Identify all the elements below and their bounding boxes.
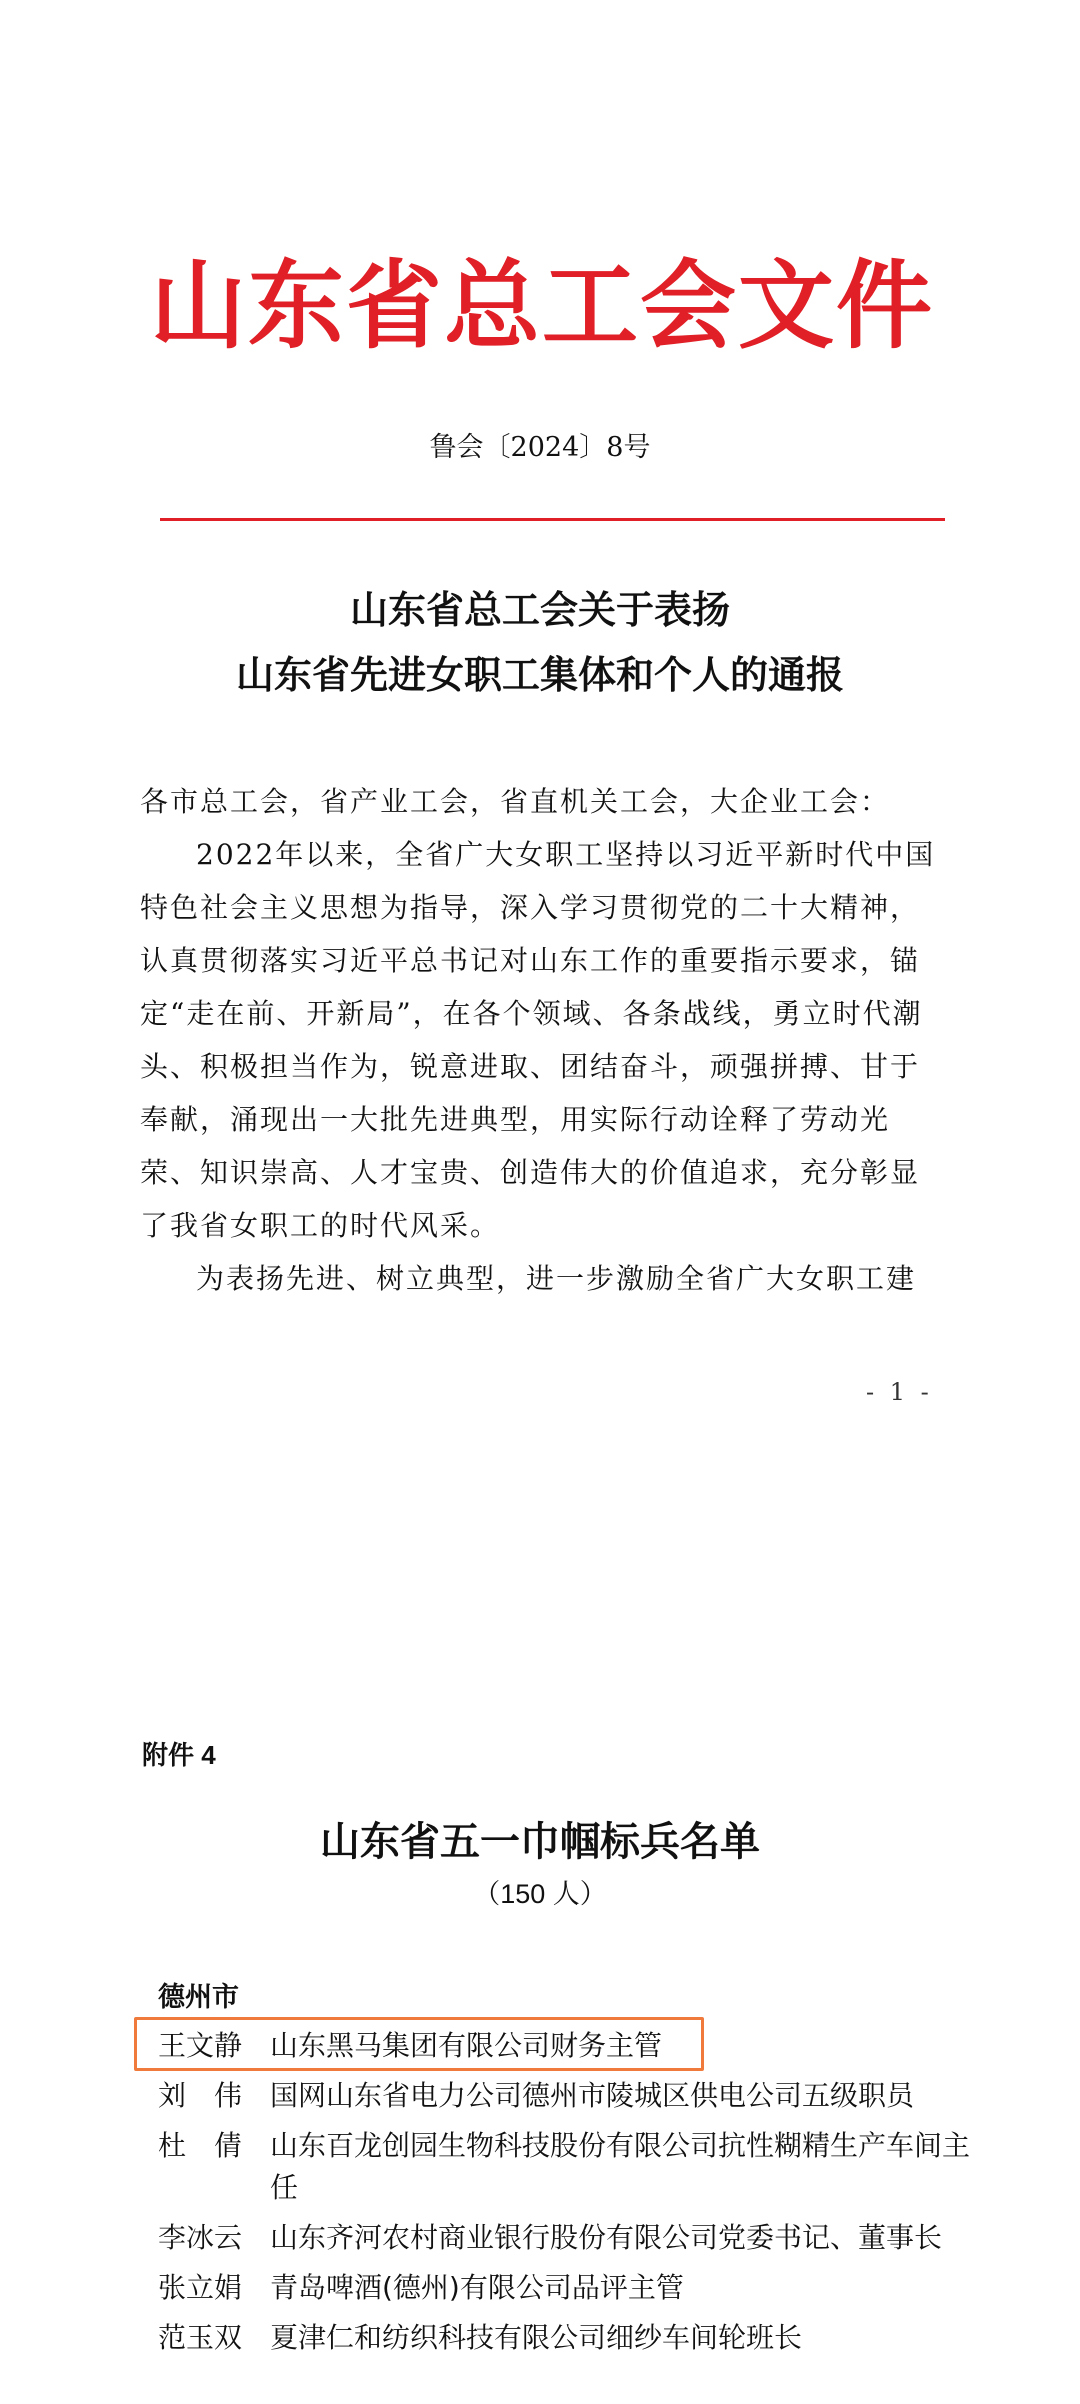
city-heading: 德州市 [158,1982,239,2012]
list-item [158,2125,988,2209]
person-title: 山东黑马集团有限公司财务主管 [270,2029,663,2062]
person-name: 范玉双 [158,2321,243,2354]
list-item [158,2075,988,2117]
list-item [158,2267,988,2309]
list-count: （150 人） [473,1879,607,1909]
notice-body [140,775,940,1305]
person-name: 张立娟 [158,2271,243,2304]
attachment-label: 附件 4 [142,1740,216,1770]
person-name: 李冰云 [158,2221,243,2254]
issuer-title: 山东省总工会文件 [150,250,934,362]
list-item [158,2217,988,2259]
paragraph-2: 为表扬先进、树立典型，进一步激励全省广大女职工建 [196,1262,917,1295]
people-list [158,2025,988,2367]
person-title: 夏津仁和纺织科技有限公司细纱车间轮班长 [270,2321,803,2354]
person-title: 国网山东省电力公司德州市陵城区供电公司五级职员 [270,2079,915,2112]
notice-title-line2: 山东省先进女职工集体和个人的通报 [235,653,844,697]
list-title: 山东省五一巾帼标兵名单 [320,1819,760,1865]
list-item [158,2317,988,2359]
person-name: 刘 伟 [158,2079,243,2112]
notice-title [0,578,1080,708]
paragraph-1: 2022年以来，全省广大女职工坚持以习近平新时代中国特色社会主义思想为指导，深入学习贯彻党的二十大精神，认真贯彻落实习近平总书记对山东工作的重要指示要求，锚定“走在前、开新局”，在各个领域、各条战线，勇立时代潮头、积极担当作为，锐意进取、团结奋斗，顽强拼搏、甘于奉献，涌现出一大批先进典型，用实际行动诠释了劳动光荣、知识崇高、人才宝贵、创造伟大的价值追求，充分彰显了我省女职工的时代风采。 [140,838,936,1242]
page-number: - 1 - [866,1378,933,1406]
red-divider [160,518,945,521]
page-break [0,1560,1080,1561]
salutation: 各市总工会，省产业工会，省直机关工会，大企业工会： [140,785,891,818]
person-title: 山东齐河农村商业银行股份有限公司党委书记、董事长 [270,2221,943,2254]
person-title: 青岛啤酒(德州)有限公司品评主管 [270,2271,684,2304]
person-title: 山东百龙创园生物科技股份有限公司抗性糊精生产车间主任 [270,2129,971,2204]
person-name: 王文静 [158,2029,243,2062]
notice-title-line1: 山东省总工会关于表扬 [349,588,730,632]
list-item [158,2025,988,2067]
document-number: 鲁会〔2024〕8号 [429,432,651,463]
person-name: 杜 倩 [158,2129,243,2162]
